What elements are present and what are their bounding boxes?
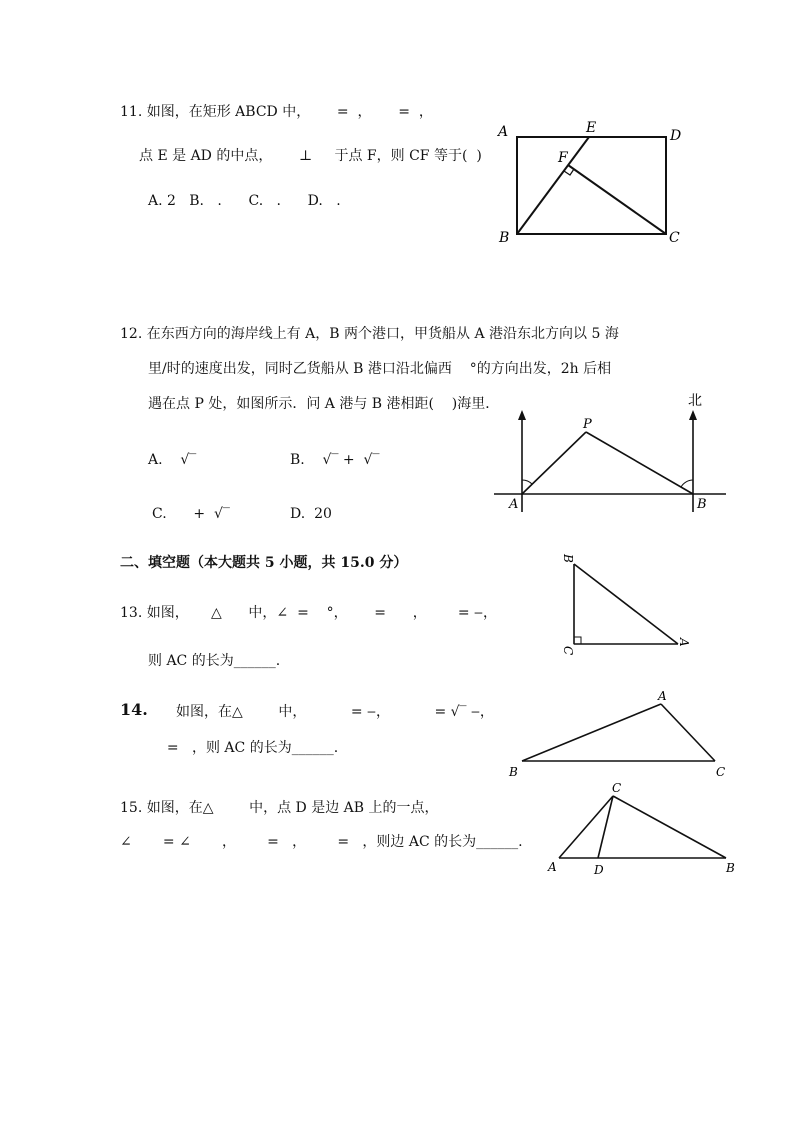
q14-label-C: C [716,765,726,779]
q14-number: 14. [120,700,148,719]
q13-line2: 则 AC 的长为______. [148,653,281,669]
q11-figure-rectangle [490,118,690,248]
q14-line2: = ，则 AC 的长为______. [158,740,339,756]
q11-label-D: D [670,128,682,144]
q13-label-A: A [677,638,691,647]
q11-label-E: E [586,120,597,136]
section-heading: 二、填空题（本大题共 5 小题，共 15.0 分） [120,555,408,571]
q11-options: A. 2 B. . C. . D. . [148,193,341,209]
q15-figure-triangle [540,776,740,878]
q11-line1: 11. 如图，在矩形 ABCD 中， = ， = ， [120,104,433,120]
q15-label-D: D [594,863,604,877]
q12-line3: 遇在点 P 处，如图所示．问 A 港与 B 港相距( )海里． [148,396,500,412]
q12-option-a: A. √‾ [148,452,197,468]
q11-line2: 点 E 是 AD 的中点， ⊥ 于点 F，则 CF 等于( ) [139,148,482,164]
q15-line1: 15. 如图，在△ 中，点 D 是边 AB 上的一点， [120,800,439,816]
q14-label-A: A [658,689,667,703]
q12-label-P: P [583,417,592,432]
q14-figure-triangle [504,688,734,780]
q12-label-B: B [697,497,707,512]
q15-line2: ∠ = ∠ ， = ， = ，则边 AC 的长为______. [120,834,523,850]
q15-label-C: C [612,781,622,795]
q11-label-C: C [669,230,680,246]
q12-option-c: C. + √‾ [152,506,230,522]
q11-label-B: B [499,230,510,246]
q13-figure-right-triangle [556,550,696,658]
q13-line1: 13. 如图， △ 中，∠ = °， = ， = ‒， [120,605,497,621]
q12-option-d: D. 20 [290,506,332,522]
q14-label-B: B [509,765,518,779]
q15-label-A: A [548,860,557,874]
q12-label-A: A [509,497,519,512]
q12-line2: 里/时的速度出发，同时乙货船从 B 港口沿北偏西 °的方向出发，2h 后相 [148,361,612,377]
q12-line1: 12. 在东西方向的海岸线上有 A，B 两个港口，甲货船从 A 港沿东北方向以 5 海 [120,326,619,342]
q12-figure-harbors [494,388,730,518]
q13-label-C: C [561,646,575,656]
q11-label-F: F [558,150,568,166]
q15-label-B: B [726,861,735,875]
q12-label-north: 北 [688,393,702,409]
q13-label-B: B [561,554,575,563]
q14-line1: 如图，在△ 中， = ‒， = √‾ ‒， [176,704,494,720]
q12-option-b: B. √‾ + √‾ [290,452,380,468]
q11-label-A: A [498,124,509,140]
